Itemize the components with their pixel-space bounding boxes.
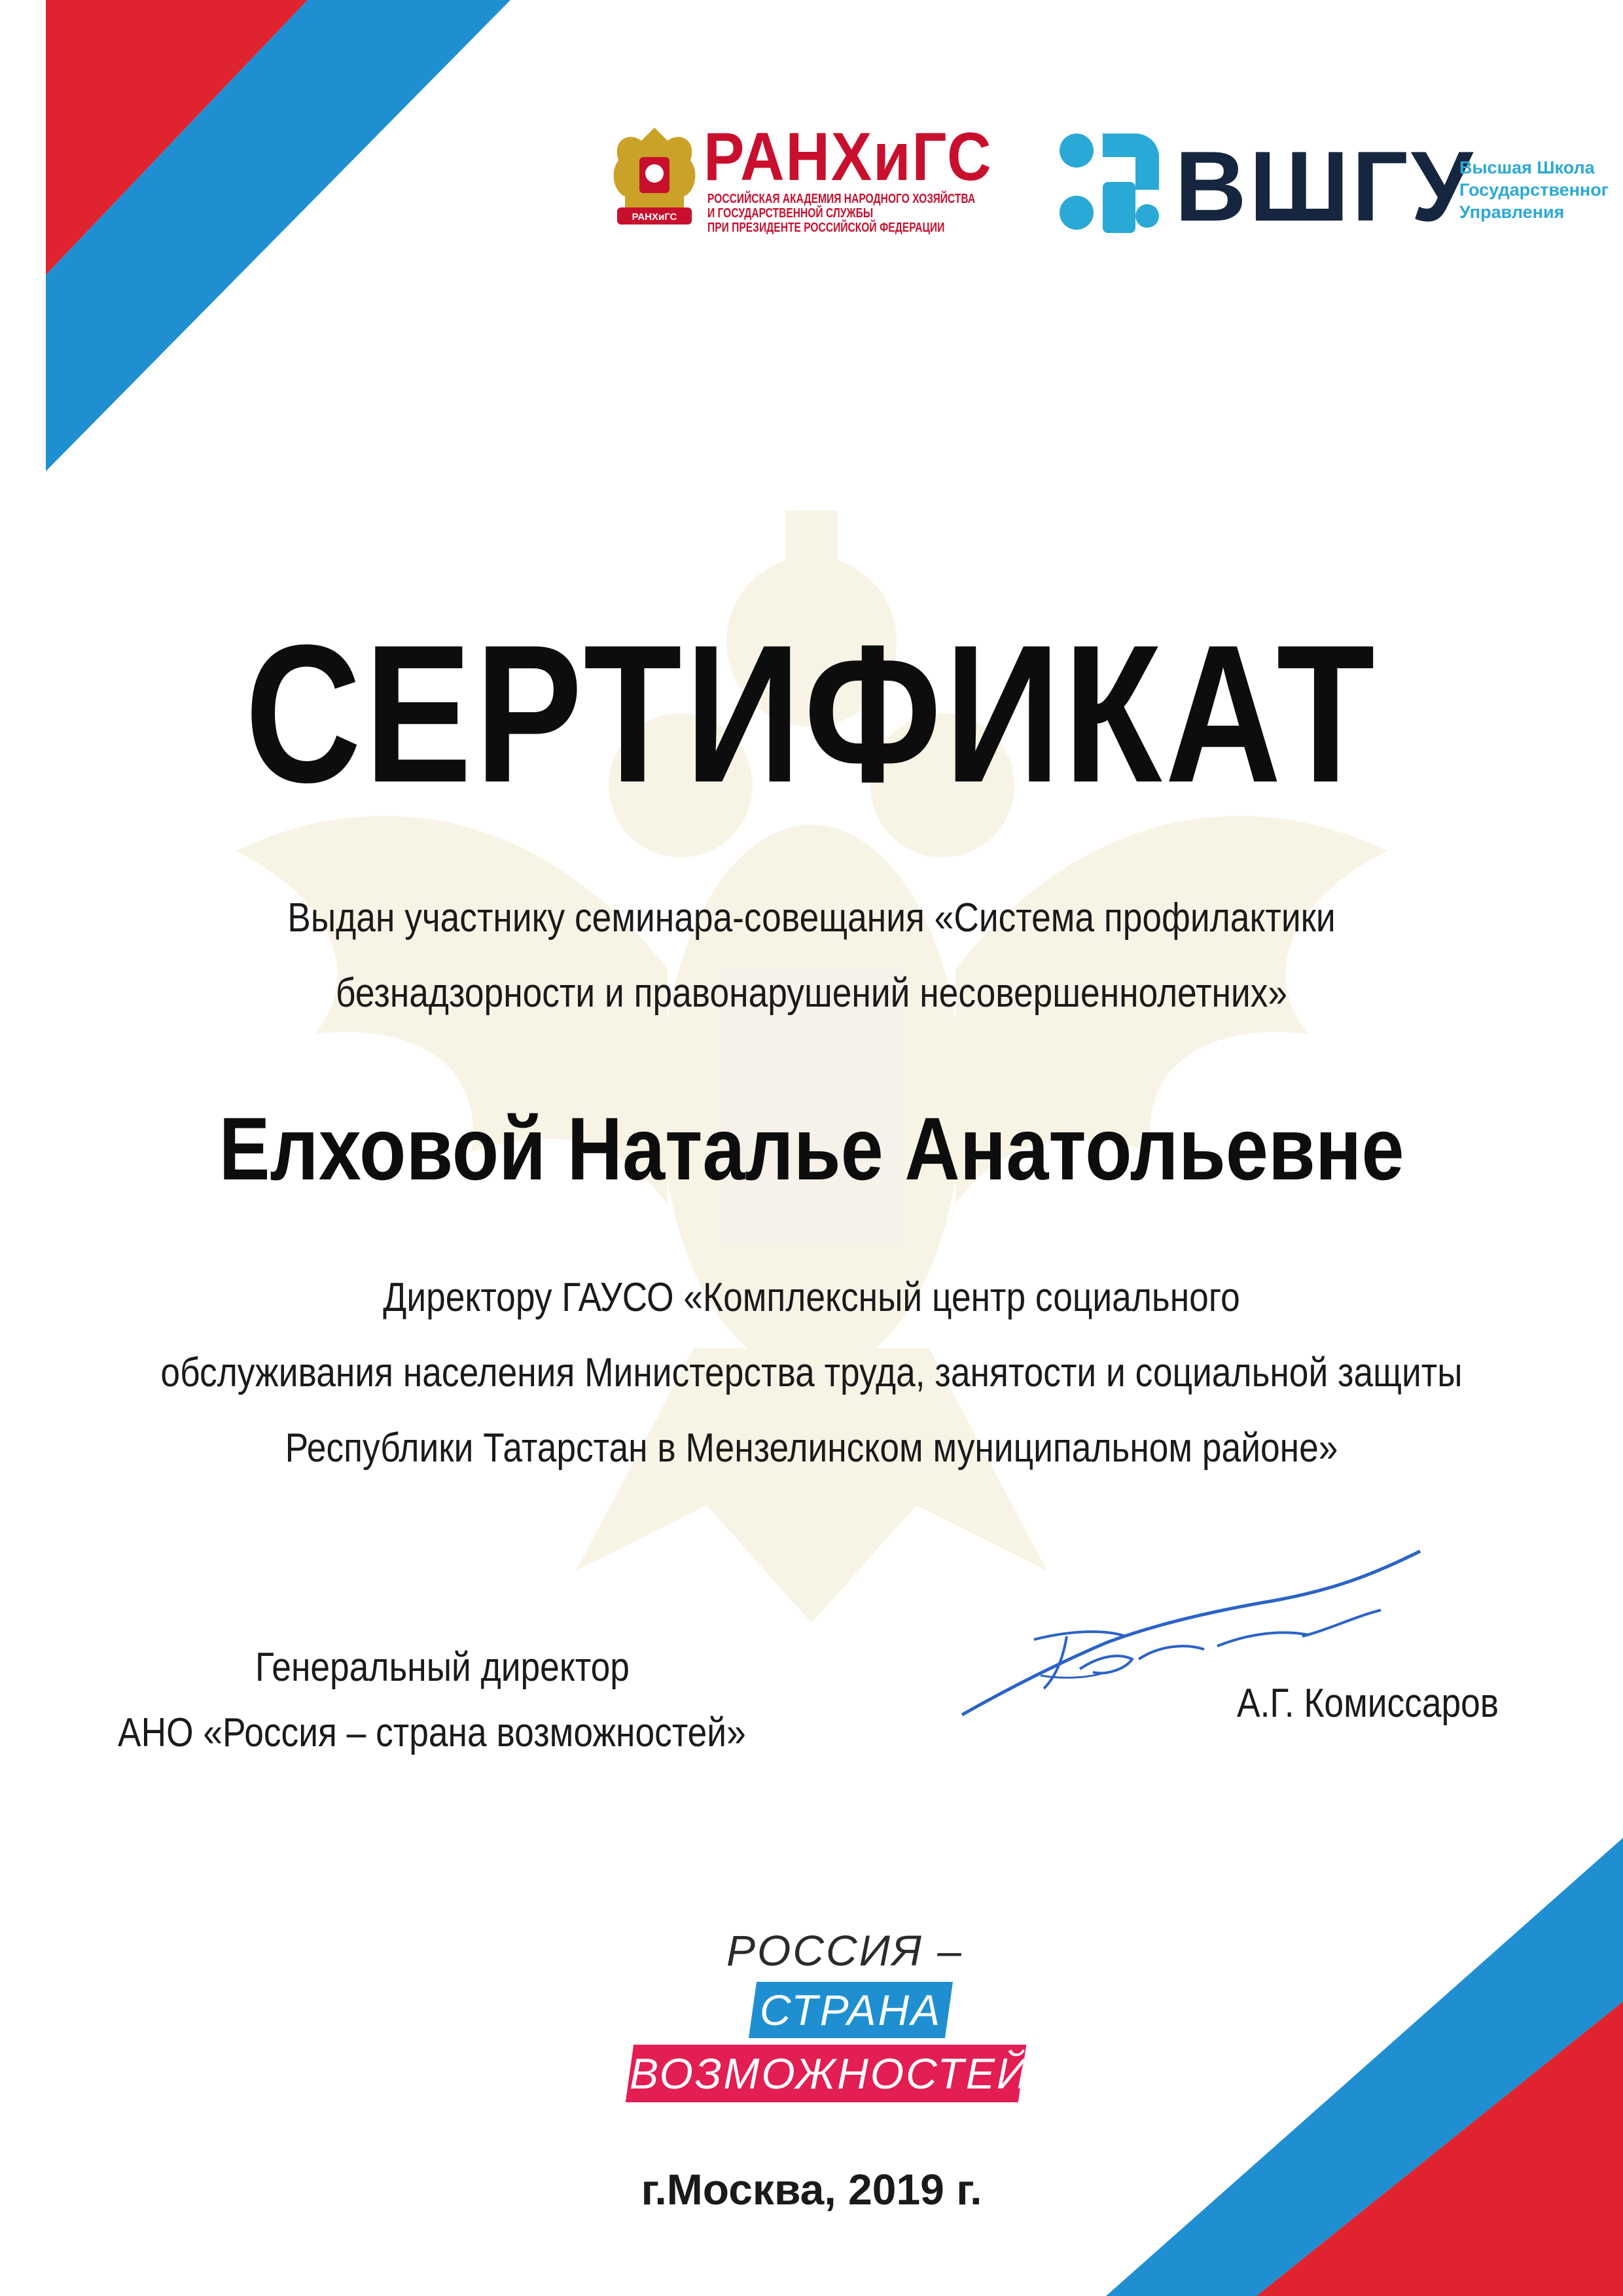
- emblem-ribbon-text: РАНХиГС: [632, 211, 677, 223]
- russia-land-of-opportunity-logo: [622, 1924, 1054, 2121]
- signatory-name: А.Г. Комиссаров: [1237, 1681, 1499, 1726]
- signatory-title-line: АНО «Россия – страна возможностей»: [118, 1710, 746, 1755]
- ranepa-subtitle-line: ПРИ ПРЕЗИДЕНТЕ РОССИЙСКОЙ ФЕДЕРАЦИИ: [707, 221, 945, 235]
- ranepa-subtitle-line: И ГОСУДАРСТВЕННОЙ СЛУЖБЫ: [707, 206, 874, 221]
- ranepa-subtitle-line: РОССИЙСКАЯ АКАДЕМИЯ НАРОДНОГО ХОЗЯЙСТВА: [707, 192, 976, 206]
- ranepa-logo: [605, 119, 993, 239]
- corner-tricolor-top-left: [0, 0, 524, 471]
- vshgu-subtitle-line: Высшая Школа: [1459, 158, 1595, 177]
- position-line: Республики Татарстан в Мензелинском муниципальном районе»: [285, 1426, 1338, 1471]
- issued-line: Выдан участнику семинара-совещания «Система профилактики: [287, 895, 1336, 941]
- signatory-title-line: Генеральный директор: [255, 1645, 630, 1690]
- brand-line-2: СТРАНА: [759, 1986, 942, 2034]
- ranepa-title: РАНХиГС: [704, 119, 993, 195]
- corner-tricolor-bottom-right: [1099, 1838, 1623, 2296]
- issued-line: безнадзорности и правонарушений несовершеннолетних»: [335, 971, 1288, 1016]
- brand-line-3: ВОЗМОЖНОСТЕЙ: [630, 2049, 1030, 2098]
- vshgu-logo: [1057, 124, 1623, 242]
- certificate-title: СЕРТИФИКАТ: [245, 603, 1378, 823]
- vshgu-subtitle-line: Государственног: [1459, 180, 1609, 200]
- vshgu-subtitle-line: Управления: [1459, 202, 1565, 222]
- vshgu-title: ВШГУ: [1175, 131, 1476, 242]
- recipient-name: Елховой Наталье Анатольевне: [219, 1099, 1404, 1198]
- brand-line-1: РОССИЯ –: [726, 1926, 963, 1975]
- position-line: Директору ГАУСО «Комплексный центр социального: [383, 1275, 1240, 1320]
- vshgu-dots-mark-icon: [1057, 131, 1162, 236]
- double-headed-eagle-icon: [605, 121, 704, 232]
- place-and-date: г.Москва, 2019 г.: [641, 2165, 982, 2214]
- handwritten-signature-icon: [910, 1538, 1433, 1721]
- position-line: обслуживания населения Министерства труда, занятости и социальной защиты: [160, 1350, 1463, 1395]
